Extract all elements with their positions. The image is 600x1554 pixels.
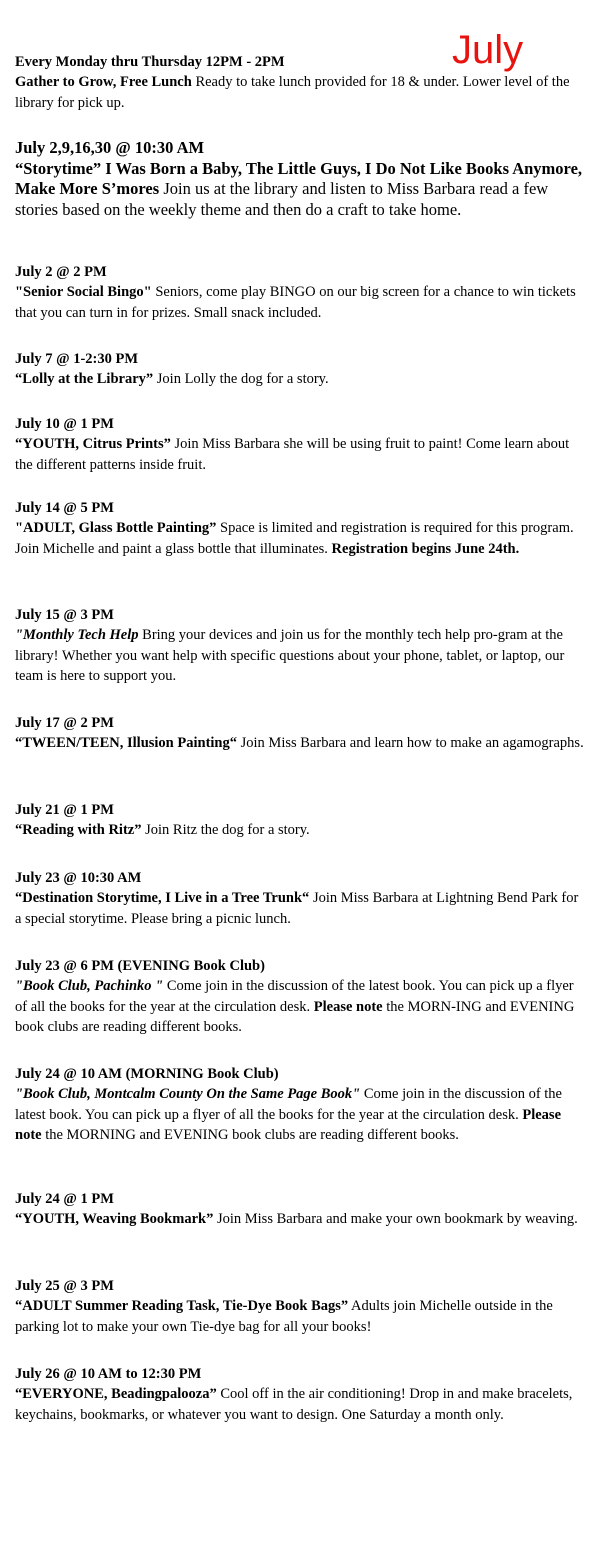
event-title: “Reading with Ritz”	[15, 822, 142, 839]
event-note: Registration begins June 24th.	[331, 540, 520, 557]
event-date: July 21 @ 1 PM	[15, 802, 114, 818]
event-description: Join Ritz the dog for a story.	[141, 822, 310, 839]
event-title: “Storytime” I Was Born a Baby, The Little Guys, I Do Not Like Books Anymore, Make More S’mores	[15, 158, 583, 198]
event-date: July 14 @ 5 PM	[15, 500, 114, 516]
event-tech-help	[15, 605, 585, 687]
event-description-cont: the MORNING and EVENING book clubs are reading different books.	[41, 1127, 459, 1144]
event-weaving-bookmark	[15, 1189, 585, 1230]
event-date: July 24 @ 1 PM	[15, 1191, 114, 1207]
event-senior-bingo	[15, 262, 585, 323]
event-note: Please note	[313, 998, 383, 1015]
event-illusion-painting	[15, 713, 585, 754]
event-lolly	[15, 349, 585, 390]
event-description-cont: the MORN-ING and EVENING book clubs are reading different books.	[15, 998, 575, 1036]
event-title: “EVERYONE, Beadingpalooza”	[15, 1386, 217, 1403]
event-date: July 23 @ 10:30 AM	[15, 870, 142, 886]
event-title: "ADULT, Glass Bottle Painting”	[15, 520, 217, 537]
event-description: Come join in the discussion of the latest book. You can pick up a flyer of all the books for the year at the circulation desk.	[15, 978, 574, 1015]
event-destination-storytime	[15, 868, 585, 929]
event-description: Come join in the discussion of the latest book. You can pick up a flyer of all the books for the year at the circulation desk.	[15, 1086, 562, 1123]
event-title: “ADULT Summer Reading Task, Tie-Dye Book Bags”	[15, 1298, 349, 1315]
event-description: Join Lolly the dog for a story.	[153, 371, 329, 388]
event-title: “YOUTH, Weaving Bookmark”	[15, 1211, 214, 1228]
event-title: “Destination Storytime, I Live in a Tree Trunk“	[15, 890, 310, 907]
event-date: July 26 @ 10 AM to 12:30 PM	[15, 1366, 202, 1382]
event-date: Every Monday thru Thursday 12PM - 2PM	[15, 54, 285, 70]
event-date: July 17 @ 2 PM	[15, 715, 114, 731]
event-title: “Lolly at the Library”	[15, 371, 154, 388]
event-description: Bring your devices and join us for the monthly tech help pro-gram at the library! Whether you want help with specific questions about your phone, tablet, or laptop, our team is here to support you.	[15, 627, 565, 685]
event-citrus-prints	[15, 414, 585, 475]
event-date: July 24 @ 10 AM (MORNING Book Club)	[15, 1066, 279, 1082]
event-title: Gather to Grow, Free Lunch	[15, 74, 192, 91]
event-description: Seniors, come play BINGO on our big screen for a chance to win tickets that you can turn in for prizes. Small snack included.	[15, 284, 576, 321]
event-date: July 25 @ 3 PM	[15, 1278, 114, 1294]
event-note: Please note	[15, 1106, 562, 1144]
event-gather-to-grow	[15, 52, 585, 113]
event-glass-bottle	[15, 498, 585, 559]
month-title: July	[452, 28, 524, 72]
event-date: July 2 @ 2 PM	[15, 264, 107, 280]
event-description: Adults join Michelle outside in the parking lot to make your own Tie-dye bag for all your books!	[15, 1298, 553, 1335]
event-title: "Book Club, Pachinko "	[15, 978, 164, 995]
event-title: "Monthly Tech Help	[15, 627, 139, 644]
event-beadingpalooza	[15, 1364, 585, 1425]
event-reading-ritz	[15, 800, 585, 841]
event-evening-book-club	[15, 956, 585, 1038]
event-date: July 10 @ 1 PM	[15, 416, 114, 432]
event-description: Join Miss Barbara and make your own bookmark by weaving.	[213, 1211, 578, 1228]
event-title: “TWEEN/TEEN, Illusion Painting“	[15, 735, 237, 752]
event-title: "Senior Social Bingo"	[15, 284, 152, 301]
event-title: "Book Club, Montcalm County On the Same Page Book"	[15, 1086, 361, 1103]
event-description: Ready to take lunch provided for 18 & under. Lower level of the library for pick up.	[15, 74, 570, 111]
event-date: July 23 @ 6 PM (EVENING Book Club)	[15, 958, 265, 974]
event-description: Join Miss Barbara and learn how to make an agamographs.	[237, 735, 584, 752]
event-description: Join Miss Barbara at Lightning Bend Park for a special storytime. Please bring a picnic lunch.	[15, 890, 579, 927]
event-date: July 7 @ 1-2:30 PM	[15, 351, 139, 367]
event-morning-book-club	[15, 1064, 585, 1146]
event-tie-dye-bags	[15, 1276, 585, 1337]
event-description: Cool off in the air conditioning! Drop in and make bracelets, keychains, bookmarks, or whatever you want to design. One Saturday a month only.	[15, 1386, 573, 1423]
event-date: July 15 @ 3 PM	[15, 607, 114, 623]
event-storytime	[15, 138, 585, 220]
event-title: “YOUTH, Citrus Prints”	[15, 436, 171, 453]
event-date: July 2,9,16,30 @ 10:30 AM	[15, 138, 205, 157]
event-description: Join Miss Barbara she will be using fruit to paint! Come learn about the different patterns inside fruit.	[15, 436, 570, 473]
event-description: Join us at the library and listen to Miss Barbara read a few stories based on the weekly theme and then do a craft to take home.	[15, 179, 549, 219]
event-description: Space is limited and registration is required for this program. Join Michelle and paint a glass bottle that illuminates.	[15, 520, 574, 557]
